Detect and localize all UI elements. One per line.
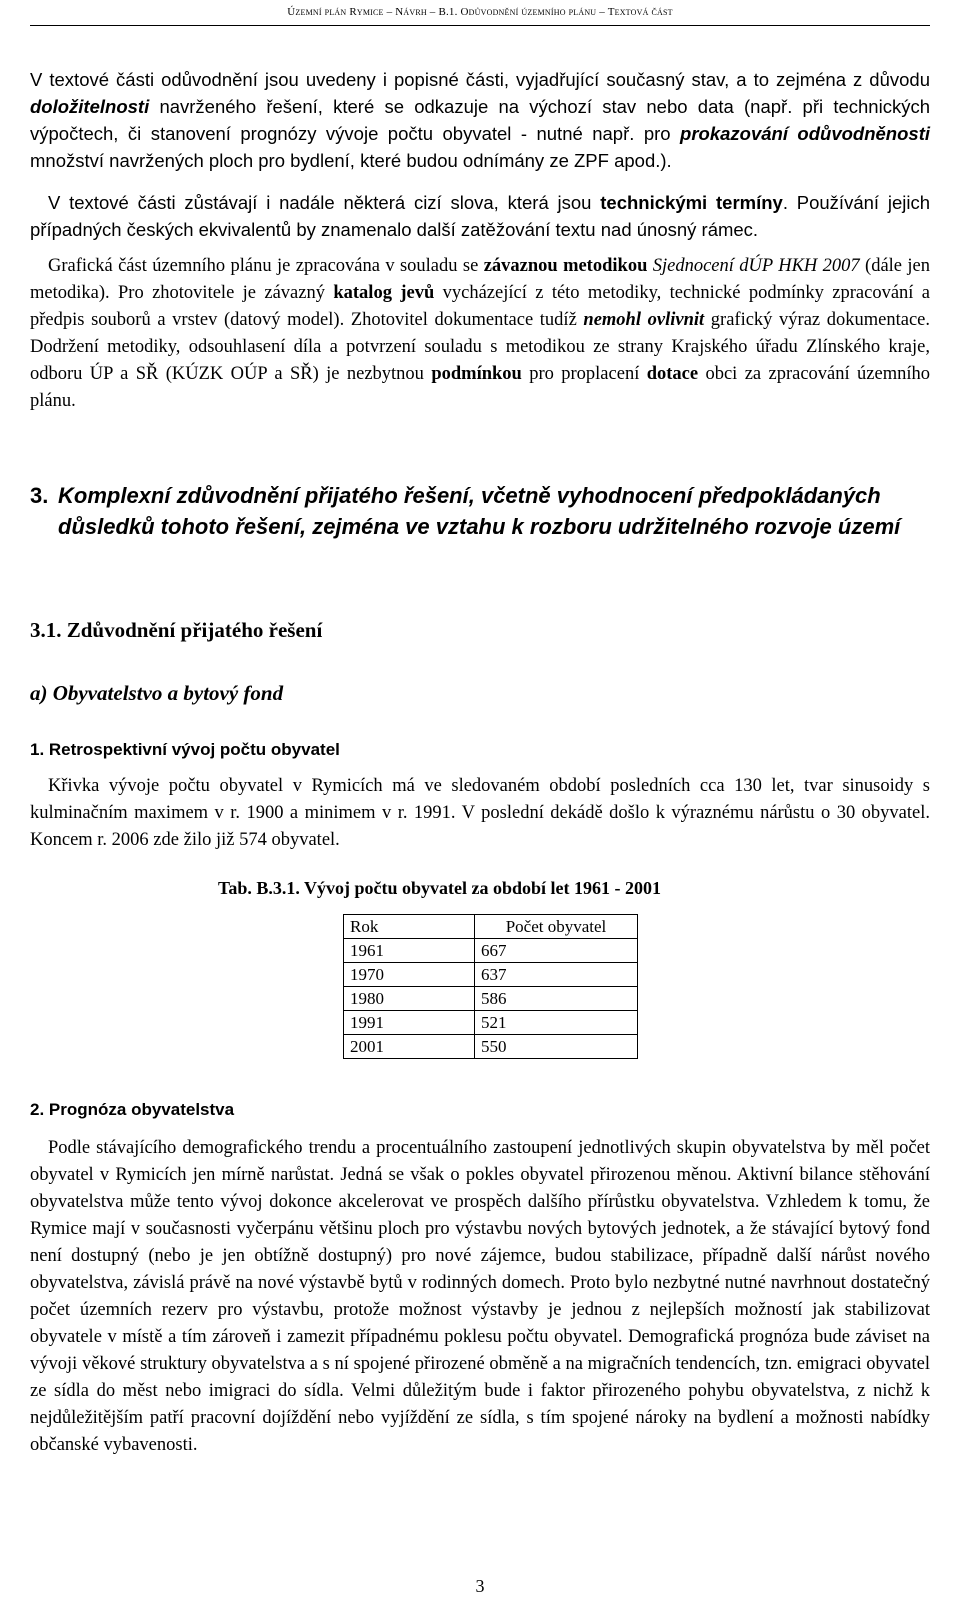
intro-p3-text-5: grafický výraz dokumentace. Dodržení metodiky, odsouhlasení díla a potvrzení souladu s metodikou ze strany Krajského úřadu Zlínského kraje, odboru ÚP a SŘ (KÚZK OÚP a SŘ) je nezbytnou	[30, 310, 931, 384]
table-row	[344, 1011, 638, 1035]
table-cell-population: 586	[475, 987, 638, 1011]
intro-p3-bold-1: závaznou metodikou	[483, 256, 648, 276]
intro-p3-text-3: (dále jen metodika). Pro zhotovitele je závazný	[30, 256, 930, 303]
intro-paragraph-1	[30, 66, 930, 174]
section-3-heading-block	[30, 480, 930, 542]
table-header-population: Počet obyvatel	[475, 915, 638, 939]
subsection-a-heading: a) Obyvatelstvo a bytový fond	[30, 681, 284, 705]
section-3-number: 3.	[30, 483, 49, 508]
table-row	[344, 963, 638, 987]
section-3-title: Komplexní zdůvodnění přijatého řešení, včetně vyhodnocení předpokládaných důsledků tohoto řešení, zejména ve vztahu k rozboru udržitelného rozvoje území	[58, 483, 901, 539]
prognosis-paragraph: Podle stávajícího demografického trendu a procentuálního zastoupení jednotlivých skupin obyvatelstva by měl počet obyvatel v Rymicích jen mírně narůstat. Jedná se však o pokles obyvatel přirozenou měnou. Aktivní bilance stěhování obyvatelstva může tento vývoj dokonce akcelerovat ve prospěch dalšího přírůstku obyvatelstva. Vzhledem k tomu, že Rymice mají v současnosti vyčerpánu většinu ploch pro výstavbu nových bytových jednotek, a že stávající bytový fond není dostupný (nebo je jen obtížně dostupný) pro nové zájemce, budou stabilizace, případně další nárůst nového obyvatelstva, závislá právě na nové výstavbě bytů v rodinných domech. Proto bylo nezbytné nutné navrhnout dostatečný počet územních rezerv pro výstavbu, protože možnost výstavby je jednou z nejlepších možností jak stabilizovat obyvatele v místě a tím zároveň i zamezit případnému poklesu počtu obyvatel. Demografická prognóza bude záviset na vývoji věkové struktury obyvatelstva a s ní spojené přirozené obměně a na migračních tendencích, tzn. emigraci obyvatel ze sídla do měst nebo imigraci do sídla. Velmi důležitým bude i faktor přirozeného pohybu obyvatelstva, z nichž k nejdůležitějším patří pracovní dojíždění nebo vyjíždění ze sídla, s tím spojené nároky na bydlení a možnosti nabídky občanské vybavenosti.	[30, 1138, 930, 1455]
intro-p1-text-3: množství navržených ploch pro bydlení, které budou odnímány ze ZPF apod.).	[30, 150, 672, 171]
intro-p3-bold-3: podmínkou	[431, 364, 522, 384]
table-header-row	[344, 915, 638, 939]
intro-p3-text-7: obci za zpracování územního plánu.	[30, 364, 930, 411]
intro-p1-emphasis-2: prokazování odůvodněnosti	[680, 123, 930, 144]
table-cell-population: 637	[475, 963, 638, 987]
retrospective-heading: 1. Retrospektivní vývoj počtu obyvatel	[30, 740, 340, 759]
retrospective-paragraph: Křivka vývoje počtu obyvatel v Rymicích má ve sledovaném období posledních cca 130 let, tvar sinusoidy s kulminačním maximem v r. 1900 a minimem v r. 1991. V poslední dekádě došlo k výraznému nárůstu o 30 obyvatel. Koncem r. 2006 zde žilo již 574 obyvatel.	[30, 776, 930, 850]
section-3-heading	[30, 480, 930, 542]
intro-p3-text-6: pro proplacení	[521, 364, 647, 384]
population-table	[343, 914, 638, 1059]
intro-p1-text-1: V textové části odůvodnění jsou uvedeny i popisné části, vyjadřující současný stav, a to zejména z důvodu	[30, 69, 930, 90]
intro-p2-text-2: . Používání jejich případných českých ekvivalentů by znamenalo další zatěžování textu nad únosný rámec.	[30, 192, 930, 240]
intro-paragraph-3	[30, 253, 930, 415]
intro-p3-text-4: vycházející z této metodiky, technické podmínky zpracování a předpis souborů a vrstev (datový model). Zhotovitel dokumentace tudíž	[30, 283, 931, 330]
table-caption: Tab. B.3.1. Vývoj počtu obyvatel za období let 1961 - 2001	[218, 878, 662, 898]
table-cell-year: 2001	[344, 1035, 475, 1059]
table-cell-year: 1980	[344, 987, 475, 1011]
header-rule	[30, 25, 930, 26]
table-cell-year: 1961	[344, 939, 475, 963]
page-number: 3	[475, 1576, 485, 1596]
intro-p2-text-1: V textové části zůstávají i nadále některá cizí slova, která jsou	[48, 192, 601, 213]
intro-p3-italic-1: Sjednocení dÚP HKH 2007	[652, 256, 860, 276]
table-row	[344, 939, 638, 963]
intro-p3-bold-2: katalog jevů	[333, 283, 435, 303]
intro-p3-text-1: Grafická část územního plánu je zpracována v souladu se	[48, 256, 484, 276]
table-row	[344, 1035, 638, 1059]
intro-p3-bold-italic-1: nemohl ovlivnit	[583, 310, 705, 330]
table-row	[344, 987, 638, 1011]
intro-paragraph-2	[30, 189, 930, 243]
intro-p2-bold-1: technickými termíny	[600, 192, 783, 213]
table-header-year: Rok	[344, 915, 475, 939]
intro-p3-bold-4: dotace	[646, 364, 699, 384]
running-header: Územní plán Rymice – Návrh – B.1. Odůvodnění územního plánu – Textová část	[287, 6, 673, 18]
section-3-1-heading: 3.1. Zdůvodnění přijatého řešení	[30, 618, 323, 642]
table-cell-population: 550	[475, 1035, 638, 1059]
prognosis-heading: 2. Prognóza obyvatelstva	[30, 1100, 235, 1119]
intro-p1-text-2: navrženého řešení, které se odkazuje na výchozí stav nebo data (např. při technických výpočtech, či stanovení prognózy vývoje počtu obyvatel - nutné např. pro	[30, 96, 930, 144]
intro-p1-emphasis-1: doložitelnosti	[30, 96, 150, 117]
table-cell-population: 521	[475, 1011, 638, 1035]
table-cell-year: 1970	[344, 963, 475, 987]
table-cell-population: 667	[475, 939, 638, 963]
table-cell-year: 1991	[344, 1011, 475, 1035]
